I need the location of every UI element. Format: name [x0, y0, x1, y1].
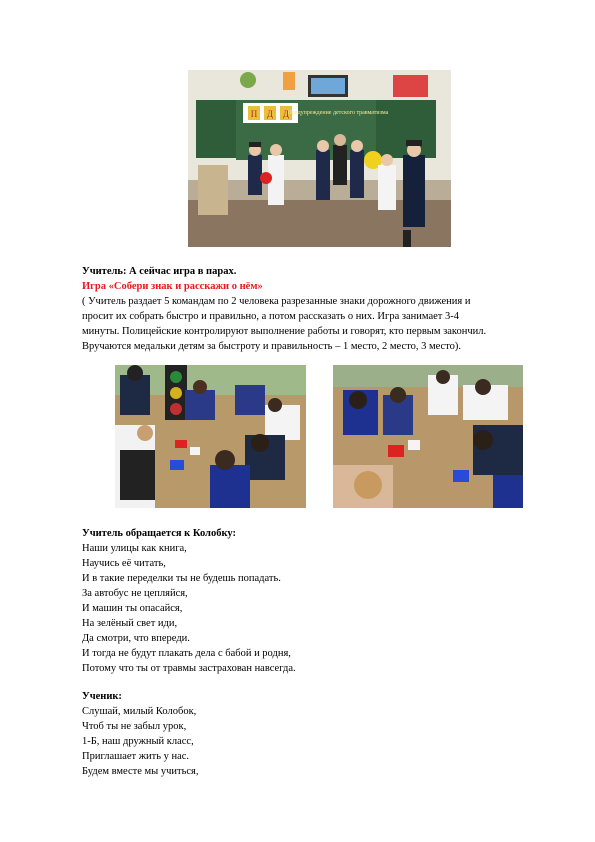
poem-line: Наши улицы как книга,	[82, 543, 187, 554]
letter-p: П	[250, 109, 258, 119]
description-line: Вручаются медальки детям за быстроту и правильность – 1 место, 2 место, 3 место).	[82, 341, 461, 352]
poem-line: Да смотри, что впереди.	[82, 633, 190, 644]
teacher-line: Учитель: А сейчас игра в парах.	[82, 266, 237, 277]
game-title: Игра «Собери знак и расскажи о нём»	[82, 281, 263, 292]
game-photo-left	[115, 365, 306, 508]
poem-heading: Ученик:	[82, 691, 122, 702]
description-line: просит их собрать быстро и правильно, а потом рассказать о них. Игра занимает 3-4	[82, 311, 460, 322]
poem-teacher-section	[82, 526, 552, 676]
poem-line: И в такие переделки ты не будешь попадать.	[82, 573, 281, 584]
poem-line: За автобус не цепляйся,	[82, 588, 188, 599]
letter-d1: Д	[266, 109, 274, 119]
poem-line: Чтоб ты не забыл урок,	[82, 721, 187, 732]
poem-student-section	[82, 689, 552, 779]
poem-line: И тогда не будут плакать дела с бабой и родня,	[82, 648, 291, 659]
letter-d2: Д	[282, 109, 290, 119]
game-photo-right	[333, 365, 523, 508]
classroom-photo	[188, 70, 451, 247]
intro-section	[82, 264, 552, 354]
description-line: ( Учитель раздает 5 командам по 2 человека разрезанные знаки дорожного движения и	[82, 296, 471, 307]
poem-line: Слушай, милый Колобок,	[82, 706, 197, 717]
poem-line: Будем вместе мы учиться,	[82, 766, 199, 777]
poem-line: И машин ты опасайся,	[82, 603, 183, 614]
poem-line: 1-Б, наш дружный класс,	[82, 736, 194, 747]
board-caption: Предупреждение детского травматизма	[287, 110, 389, 116]
poem-line: Приглашает жить у нас.	[82, 751, 190, 762]
poem-line: Потому что ты от травмы застрахован навсегда.	[82, 663, 296, 674]
description-line: минуты. Полицейские контролируют выполнение работы и говорят, кто первым закончил.	[82, 326, 487, 337]
poem-heading: Учитель обращается к Колобку:	[82, 528, 236, 539]
poem-line: Научись её читать,	[82, 558, 166, 569]
poem-line: На зелёный свет иди,	[82, 618, 178, 629]
